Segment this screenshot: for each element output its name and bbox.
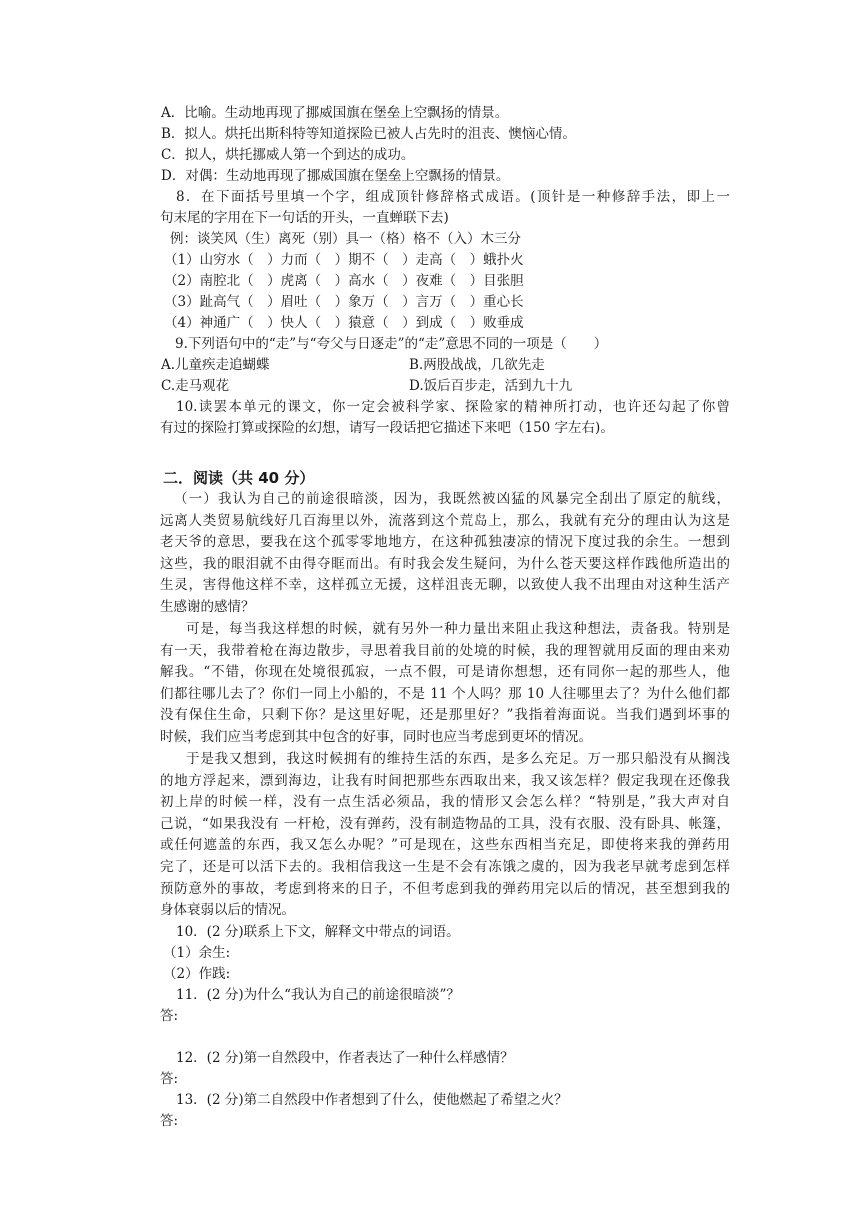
passage-line: 身体衰弱以后的情况。 xyxy=(160,902,295,919)
reading-q10: 10．(2 分)联系上下文，解释文中带点的词语。 xyxy=(176,924,460,940)
q9-option-c: C.走马观花 xyxy=(161,378,230,394)
reading-q13: 13．(2 分)第二自然段中作者想到了什么，使他燃起了希望之火？ xyxy=(176,1092,568,1108)
passage-line: 们都往哪儿去了？你们一同上小船的，不是 11 个人吗？那 10 人往哪里去了？为什么他们都 xyxy=(160,685,730,702)
reading-q10-sub2: （2）作践: xyxy=(163,966,231,982)
q8-example: 例：谈笑风（生）离死（别）具一（格）格不（入）木三分 xyxy=(170,231,521,247)
passage-line: 初上岸的时候一样，没有一点生活必须品，我的情形又会怎么样？“特别是，”我大声对自 xyxy=(160,794,730,811)
q9-option-a: A.儿童疾走追蝴蝶 xyxy=(161,357,270,373)
reading-q12: 12．(2 分)第一自然段中，作者表达了一种什么样感情？ xyxy=(176,1050,514,1066)
passage-paragraph-3 xyxy=(160,749,730,922)
q8-stem-line2: 句末尾的字用在下一句话的开头，一直蝉联下去) xyxy=(160,210,449,226)
passage-line: 生感谢的感情？ xyxy=(160,598,255,615)
passage-line: 或任何遮盖的东西，我又怎么办呢？”可是现在，这些东西相当充足，即使将来我的弹药用 xyxy=(160,837,730,854)
passage-line: 解我。“不错，你现在处境很孤寂，一点不假，可是请你想想，还有同你一起的那些人，他 xyxy=(160,664,730,681)
q10-writing-line2: 有过的探险打算或探险的幻想，请写一段话把它描述下来吧（150 字左右)。 xyxy=(160,420,614,436)
q7-option-c: C．拟人，烘托挪威人第一个到达的成功。 xyxy=(161,147,415,163)
passage-line: （一）我认为自己的前途很暗淡，因为，我既然被凶猛的风暴完全刮出了原定的航线， xyxy=(174,491,730,507)
answer-label: 答: xyxy=(160,1113,179,1129)
answer-label: 答: xyxy=(160,1071,179,1087)
passage-paragraph-1 xyxy=(160,489,730,619)
passage-line: 这些，我的眼泪就不由得夺眶而出。有时我会发生疑问，为什么苍天要这样作践他所造出的 xyxy=(160,555,730,572)
passage-line: 有一天，我带着枪在海边散步，寻思着我目前的处境的时候，我的理智就用反面的理由来劝 xyxy=(160,642,730,659)
q9-stem: 9.下列语句中的“走”与“夸父与日逐走”的“走”意思不同的一项是（ ） xyxy=(175,336,608,352)
q8-stem-line1: 8．在下面括号里填一个字，组成顶针修辞格式成语。(顶针是一种修辞手法，即上一 xyxy=(176,189,730,205)
q10-writing-line1: 10.读罢本单元的课文，你一定会被科学家、探险家的精神所打动，也许还勾起了你曾 xyxy=(176,399,730,415)
q7-option-b: B．拟人。烘托出斯科特等知道探险已被人占先时的沮丧、懊恼心情。 xyxy=(161,126,576,142)
q8-item-2: （2）南腔北（ ）虎离（ ）高水（ ）夜难（ ）目张胆 xyxy=(164,273,524,289)
reading-q11: 11．(2 分)为什么“我认为自己的前途很暗淡”？ xyxy=(176,987,460,1003)
passage-line: 的地方浮起来，漂到海边，让我有时间把那些东西取出来，我又该怎样？假定我现在还像我 xyxy=(160,772,730,789)
reading-q10-sub1: （1）余生: xyxy=(163,945,231,961)
passage-line: 于是我又想到，我这时候拥有的维持生活的东西，是多么充足。万一那只船没有从搁浅 xyxy=(186,751,730,767)
passage-line: 完了，还是可以活下去的。我相信我这一生是不会有冻饿之虞的，因为我老早就考虑到怎样 xyxy=(160,858,730,875)
passage-paragraph-2 xyxy=(160,619,730,749)
q7-option-d: D．对偶：生动地再现了挪威国旗在堡垒上空飘扬的情景。 xyxy=(161,168,510,184)
q8-item-4: （4）神通广（ ）快人（ ）猿意（ ）到成（ ）败垂成 xyxy=(164,315,524,331)
passage-line: 老天爷的意思，要我在这个孤零零地地方，在这种孤独凄凉的情况下度过我的余生。一想到 xyxy=(160,534,730,551)
q9-option-b: B.两股战战，几欲先走 xyxy=(409,357,545,373)
passage-line: 没有保住生命，只剩下你？是这里好呢，还是那里好？”我指着海面说。当我们遇到坏事的 xyxy=(160,707,730,724)
answer-label: 答: xyxy=(160,1008,179,1024)
q7-option-a: A．比喻。生动地再现了挪威国旗在堡垒上空飘扬的情景。 xyxy=(161,105,509,121)
passage-line: 时候，我们应当考虑到其中包含的好事，同时也应当考虑到更坏的情况。 xyxy=(160,728,592,745)
section-heading-reading: 二．阅读（共 40 分） xyxy=(163,469,315,487)
q9-option-d: D.饭后百步走，活到九十九 xyxy=(409,378,573,394)
passage-line: 可是，每当我这样想的时候，就有另外一种力量出来阻止我这种想法，责备我。特别是 xyxy=(186,621,730,637)
q8-item-3: （3）趾高气（ ）眉吐（ ）象万（ ）言万（ ）重心长 xyxy=(164,294,524,310)
passage-line: 己说，“如果我没有 一杆枪，没有弹药，没有制造物品的工具，没有衣服、没有卧具、帐篷， xyxy=(160,815,730,832)
q8-item-1: （1）山穷水（ ）力而（ ）期不（ ）走高（ ）蛾扑火 xyxy=(164,252,524,268)
passage-line: 远离人类贸易航线好几百海里以外，流落到这个荒岛上，那么，我就有充分的理由认为这是 xyxy=(160,512,730,529)
passage-line: 预防意外的事故，考虑到将来的日子，不但考虑到我的弹药用完以后的情况，甚至想到我的 xyxy=(160,880,730,897)
passage-line: 生灵，害得他这样不幸，这样孤立无援，这样沮丧无聊，以致使人我不出理由对这种生活产 xyxy=(160,577,730,594)
